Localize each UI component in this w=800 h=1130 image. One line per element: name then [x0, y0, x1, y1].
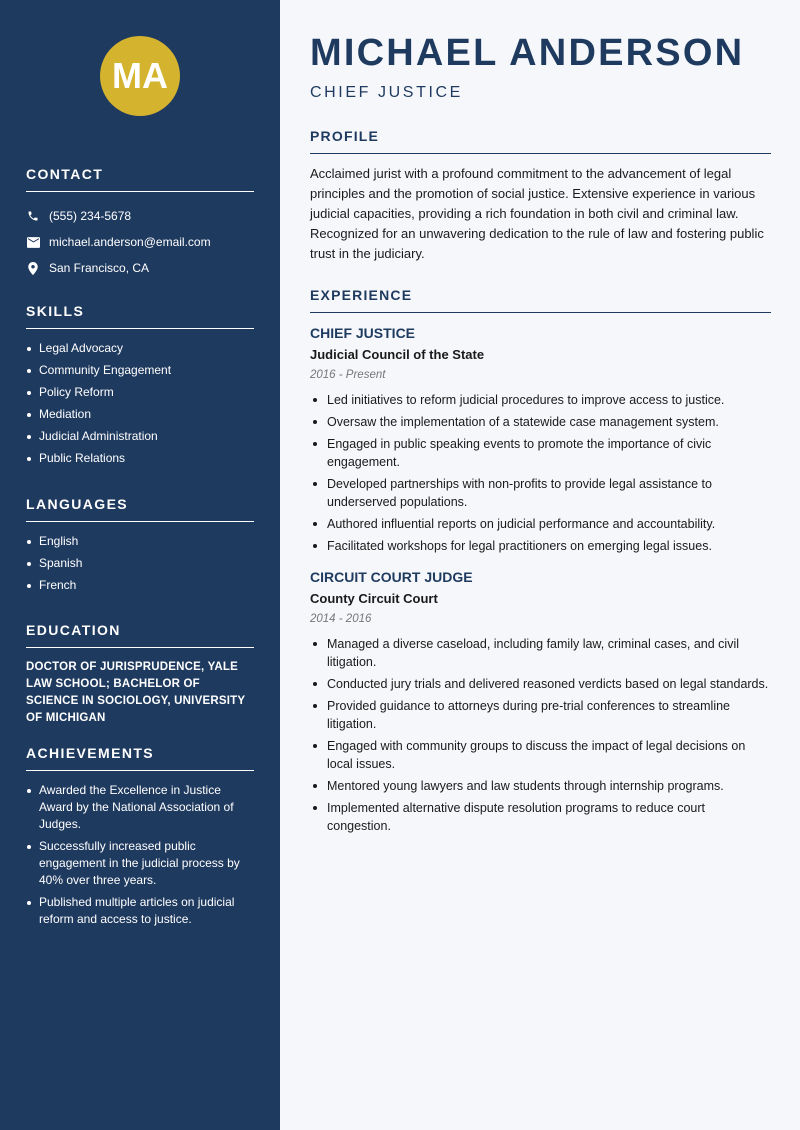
job-bullet-list: [310, 635, 771, 835]
education-section: [26, 622, 254, 727]
contact-section: [26, 166, 254, 281]
job-bullet: Oversaw the implementation of a statewide case management system.: [310, 413, 771, 431]
job-entry: [310, 569, 771, 835]
candidate-name: MICHAEL ANDERSON: [310, 32, 745, 74]
job-bullet: Managed a diverse caseload, including family law, criminal cases, and civil litigation.: [310, 635, 771, 671]
skill-item: Judicial Administration: [26, 428, 254, 445]
job-bullet: Conducted jury trials and delivered reasoned verdicts based on legal standards.: [310, 675, 771, 693]
skill-item: Public Relations: [26, 450, 254, 467]
sidebar: [0, 0, 280, 1130]
achievement-item: Published multiple articles on judicial reform and access to justice.: [26, 894, 254, 928]
achievements-title: ACHIEVEMENTS: [26, 745, 254, 771]
job-bullet: Facilitated workshops for legal practitioners on emerging legal issues.: [310, 537, 771, 555]
job-bullet: Engaged with community groups to discuss the impact of legal decisions on local issues.: [310, 737, 771, 773]
job-bullet: Implemented alternative dispute resolution programs to reduce court congestion.: [310, 799, 771, 835]
language-item: English: [26, 533, 254, 550]
avatar: MA: [100, 36, 180, 116]
contact-location: [26, 255, 254, 281]
profile-text: Acclaimed jurist with a profound commitment to the advancement of legal principles and the promotion of social justice. Extensive experience in various judicial capacities, providing a rich foundation in both civil and criminal law. Recognized for an unwavering dedication to the rule of law and fostering public trust in the judiciary.: [310, 166, 764, 261]
achievements-section: [26, 745, 254, 933]
skill-item: Policy Reform: [26, 384, 254, 401]
job-bullet: Led initiatives to reform judicial procedures to improve access to justice.: [310, 391, 771, 409]
job-dates: 2016 - Present: [310, 369, 386, 381]
contact-list: [26, 203, 254, 281]
experience-section: [310, 287, 771, 839]
candidate-role: CHIEF JUSTICE: [310, 84, 463, 101]
language-item: Spanish: [26, 555, 254, 572]
contact-email: [26, 229, 254, 255]
languages-section: [26, 496, 254, 599]
email-icon: [26, 235, 40, 249]
job-organization: County Circuit Court: [310, 591, 438, 606]
job-bullet-list: [310, 391, 771, 555]
job-bullet: Engaged in public speaking events to promote the importance of civic engagement.: [310, 435, 771, 471]
skill-item: Legal Advocacy: [26, 340, 254, 357]
job-title: CIRCUIT COURT JUDGE: [310, 569, 473, 585]
experience-title: EXPERIENCE: [310, 287, 771, 313]
education-title: EDUCATION: [26, 622, 254, 648]
location-pin-icon: [26, 261, 40, 275]
skills-list: [26, 340, 254, 467]
education-text: DOCTOR OF JURISPRUDENCE, YALE LAW SCHOOL; BACHELOR OF SCIENCE IN SOCIOLOGY, UNIVERSITY OF MICHIGAN: [26, 661, 245, 724]
contact-title: CONTACT: [26, 166, 254, 192]
job-bullet: Developed partnerships with non-profits to provide legal assistance to underserved populations.: [310, 475, 771, 511]
job-title: CHIEF JUSTICE: [310, 325, 416, 341]
languages-title: LANGUAGES: [26, 496, 254, 522]
contact-phone: [26, 203, 254, 229]
job-bullet: Provided guidance to attorneys during pre-trial conferences to streamline litigation.: [310, 697, 771, 733]
job-bullet: Mentored young lawyers and law students through internship programs.: [310, 777, 771, 795]
achievement-item: Awarded the Excellence in Justice Award by the National Association of Judges.: [26, 782, 254, 833]
job-entry: [310, 325, 771, 555]
skill-item: Community Engagement: [26, 362, 254, 379]
achievement-item: Successfully increased public engagement in the judicial process by 40% over three years.: [26, 838, 254, 889]
profile-section: [310, 128, 771, 264]
achievements-list: [26, 782, 254, 928]
profile-title: PROFILE: [310, 128, 771, 154]
language-item: French: [26, 577, 254, 594]
skill-item: Mediation: [26, 406, 254, 423]
languages-list: [26, 533, 254, 594]
job-dates: 2014 - 2016: [310, 613, 372, 625]
phone-icon: [26, 209, 40, 223]
job-list: [310, 325, 771, 835]
phone-text[interactable]: (555) 234-5678: [49, 209, 132, 223]
skills-section: [26, 303, 254, 472]
job-bullet: Authored influential reports on judicial performance and accountability.: [310, 515, 771, 533]
job-organization: Judicial Council of the State: [310, 347, 485, 362]
location-text: San Francisco, CA: [49, 261, 150, 275]
skills-title: SKILLS: [26, 303, 254, 329]
email-text[interactable]: michael.anderson@email.com: [49, 235, 211, 249]
